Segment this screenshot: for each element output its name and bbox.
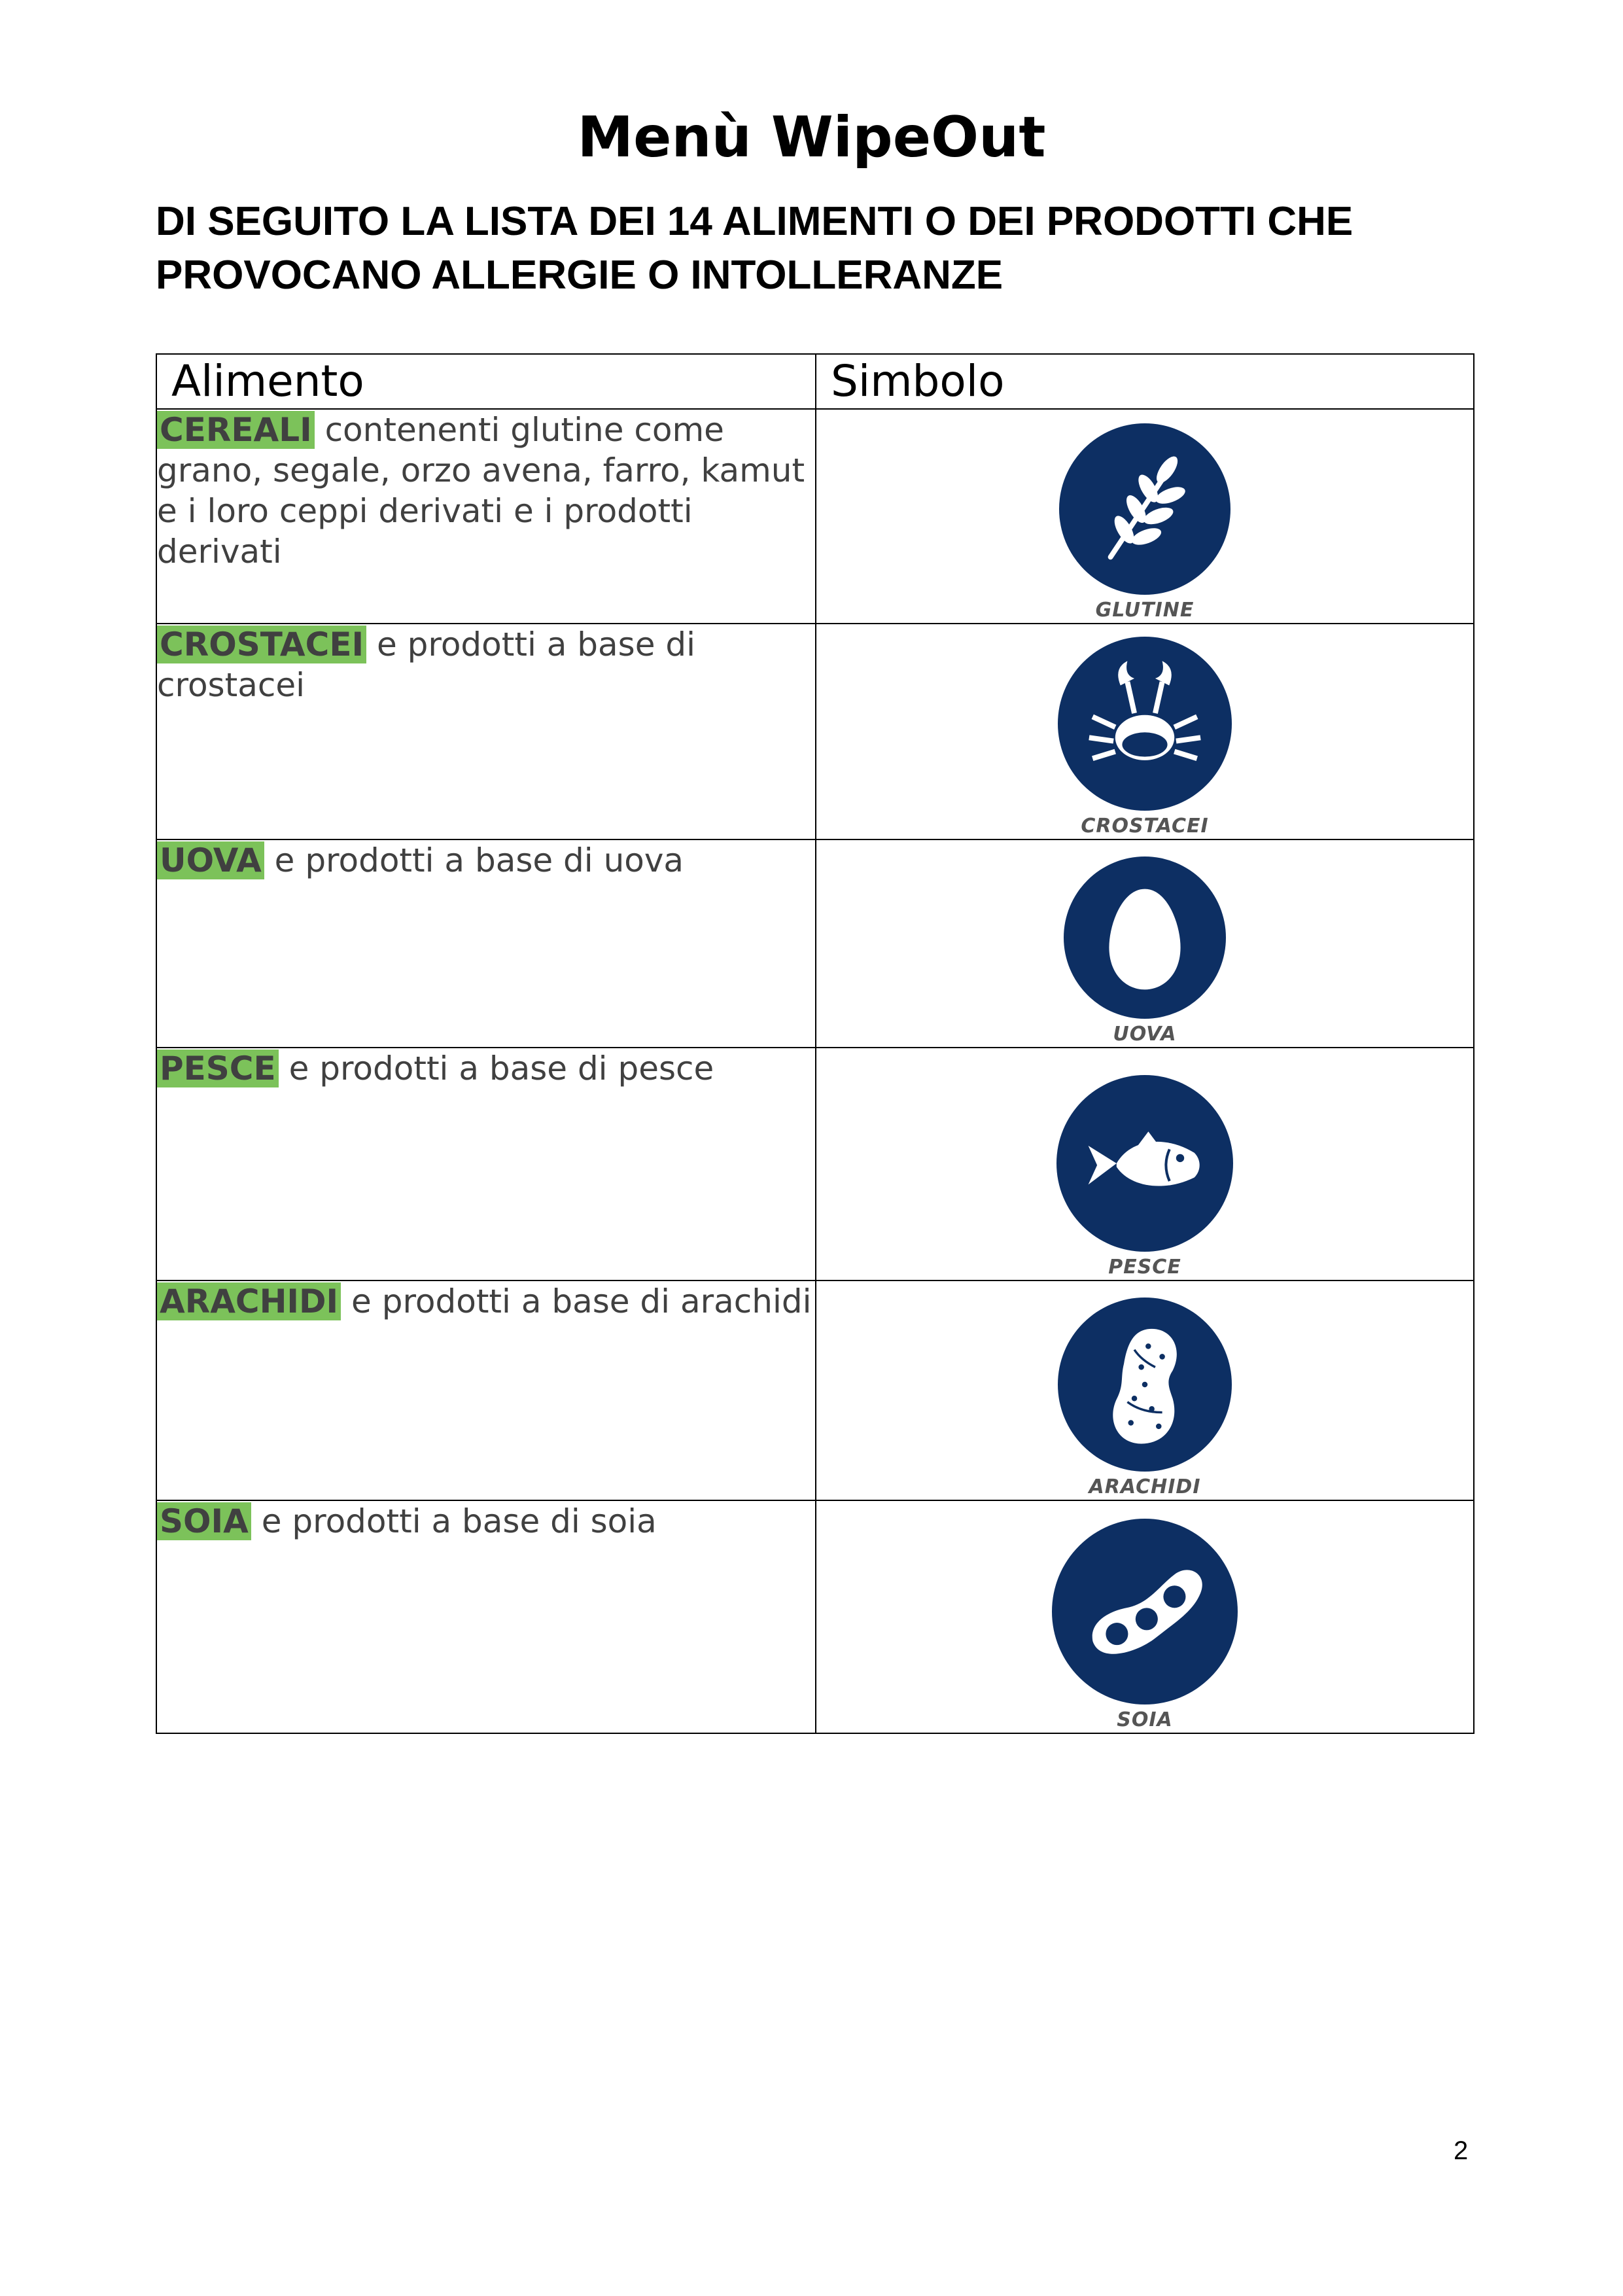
- food-name-highlight: CROSTACEI: [157, 626, 366, 663]
- page-title: Menù WipeOut: [577, 105, 1046, 170]
- food-description: e prodotti a base di crostacei: [157, 626, 695, 704]
- food-cell: [156, 1048, 816, 1280]
- egg-icon: [1064, 857, 1226, 1019]
- food-cell: [156, 1280, 816, 1500]
- food-description: e prodotti a base di uova: [264, 841, 684, 879]
- fish-icon: [1056, 1075, 1233, 1252]
- header-simbolo: Simbolo: [816, 354, 1474, 409]
- page-subtitle: [156, 195, 1464, 302]
- header-alimento: Alimento: [156, 354, 816, 409]
- food-name-highlight: UOVA: [157, 841, 264, 879]
- table-row: [156, 409, 1474, 624]
- food-description: e prodotti a base di arachidi: [341, 1282, 812, 1320]
- subtitle-line-1: DI SEGUITO LA LISTA DEI 14 ALIMENTI O DEI PRODOTTI CHE: [156, 199, 1353, 244]
- table-row: [156, 1500, 1474, 1733]
- symbol-label: PESCE: [1108, 1256, 1181, 1279]
- wheat-icon: [1059, 423, 1230, 595]
- table-row: [156, 1280, 1474, 1500]
- allergen-table: [156, 353, 1475, 1734]
- food-cell: [156, 839, 816, 1048]
- food-description: e prodotti a base di soia: [251, 1502, 657, 1540]
- symbol-cell: [816, 1280, 1474, 1500]
- symbol-label: UOVA: [1113, 1023, 1177, 1046]
- crab-icon: [1058, 637, 1232, 811]
- table-row: [156, 1048, 1474, 1280]
- food-name-highlight: ARACHIDI: [157, 1282, 341, 1320]
- food-name-highlight: PESCE: [157, 1050, 279, 1087]
- symbol-label: ARACHIDI: [1089, 1475, 1201, 1498]
- food-cell: [156, 624, 816, 839]
- symbol-cell: [816, 409, 1474, 624]
- table-row: [156, 624, 1474, 839]
- food-description: e prodotti a base di pesce: [278, 1050, 714, 1087]
- symbol-label: GLUTINE: [1095, 599, 1195, 622]
- food-cell: [156, 409, 816, 624]
- soy-icon: [1052, 1519, 1238, 1704]
- peanut-icon: [1058, 1298, 1232, 1472]
- symbol-cell: [816, 1500, 1474, 1733]
- food-name-highlight: SOIA: [157, 1502, 251, 1540]
- food-cell: [156, 1500, 816, 1733]
- symbol-label: CROSTACEI: [1081, 815, 1209, 838]
- food-name-highlight: CEREALI: [157, 411, 315, 449]
- table-row: [156, 839, 1474, 1048]
- page-number: 2: [1454, 2136, 1469, 2165]
- symbol-label: SOIA: [1117, 1708, 1173, 1731]
- subtitle-line-2: PROVOCANO ALLERGIE O INTOLLERANZE: [156, 253, 1003, 298]
- table-header-row: [156, 354, 1474, 409]
- symbol-cell: [816, 839, 1474, 1048]
- symbol-cell: [816, 1048, 1474, 1280]
- food-description: contenenti glutine come grano, segale, orzo avena, farro, kamut e i loro ceppi derivati e i prodotti derivati: [157, 411, 805, 571]
- symbol-cell: [816, 624, 1474, 839]
